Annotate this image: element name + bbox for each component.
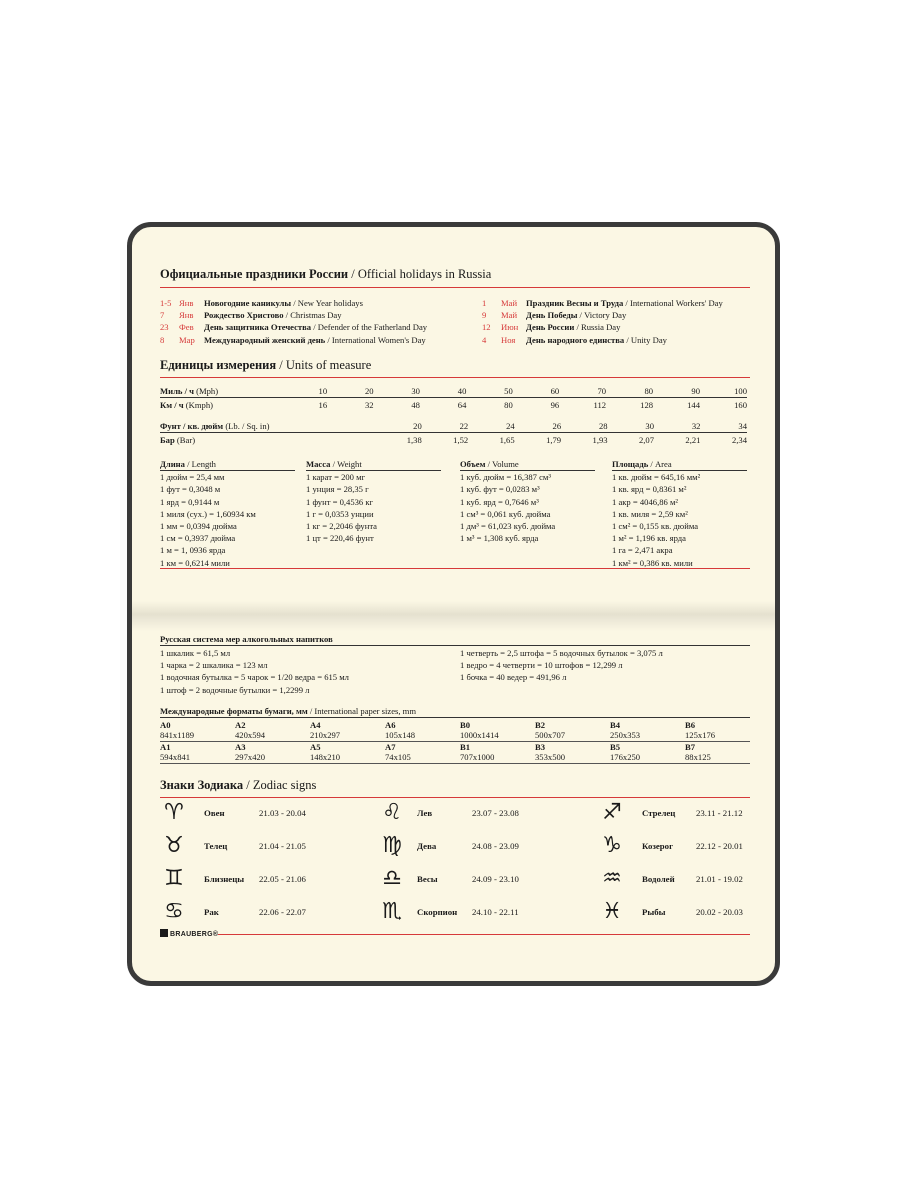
area-line: 1 м² = 1,196 кв. ярда bbox=[612, 533, 686, 544]
zodiac-dates: 24.08 - 23.09 bbox=[472, 841, 519, 851]
brand-mark-icon bbox=[160, 929, 168, 937]
units-value: 160 bbox=[734, 399, 747, 410]
holiday-row: 8 Мар Международный женский день / International Women's Day bbox=[160, 334, 426, 345]
volume-line: 1 куб. дюйм = 16,387 см³ bbox=[460, 472, 551, 483]
zodiac-title: Знаки Зодиака / Zodiac signs bbox=[160, 778, 317, 792]
paper-format-name: A5 bbox=[310, 742, 321, 752]
paper-format-name: B1 bbox=[460, 742, 471, 752]
paper-format-size: 125x176 bbox=[685, 730, 716, 740]
units-row-label bbox=[160, 419, 287, 433]
paper-format-size: 500x707 bbox=[535, 730, 566, 740]
holiday-month: Янв bbox=[179, 298, 194, 308]
alcohol-line: 1 бочка = 40 ведер = 491,96 л bbox=[460, 672, 567, 683]
paper-format-size: 250x353 bbox=[610, 730, 641, 740]
units-value: 96 bbox=[550, 399, 560, 410]
zodiac-dates: 21.01 - 19.02 bbox=[696, 874, 743, 884]
holiday-english: Russia Day bbox=[581, 322, 621, 333]
holiday-row: 1 Май Праздник Весны и Труда / International Workers' Day bbox=[482, 298, 723, 308]
paper-format-size: 74x105 bbox=[385, 752, 411, 762]
area-line: 1 км² = 0,386 кв. мили bbox=[612, 557, 693, 568]
pressure-table bbox=[160, 419, 747, 446]
zodiac-name: Скорпион bbox=[417, 907, 458, 917]
units-row bbox=[160, 398, 747, 412]
units-value: 34 bbox=[738, 420, 747, 431]
volume-heading-en: Volume bbox=[492, 459, 519, 469]
alcohol-line: 1 водочная бутылка = 5 чарок = 1/20 ведра = 615 мл bbox=[160, 672, 349, 683]
length-line: 1 ярд = 0,9144 м bbox=[160, 496, 220, 507]
area-line: 1 акр = 4046,86 м² bbox=[612, 496, 678, 507]
paper-format-name: A0 bbox=[160, 720, 171, 730]
units-title: Единицы измерения / Units of measure bbox=[160, 358, 372, 372]
aries-icon: ♈ bbox=[164, 800, 184, 825]
paper-format-size: 148x210 bbox=[310, 752, 341, 762]
units-value: 2,21 bbox=[685, 434, 701, 445]
units-value: 22 bbox=[459, 420, 469, 431]
paper-format-name: B0 bbox=[460, 720, 471, 730]
zodiac-name: Дева bbox=[417, 841, 437, 851]
paper-format-size: 353x500 bbox=[535, 752, 566, 762]
units-rule bbox=[160, 377, 750, 378]
paper-format-size: 88x125 bbox=[685, 752, 711, 762]
zodiac-dates: 22.05 - 21.06 bbox=[259, 874, 306, 884]
holiday-english: Unity Day bbox=[630, 334, 667, 345]
zodiac-rule bbox=[160, 797, 750, 798]
units-row bbox=[160, 419, 747, 433]
volume-line: 1 куб. фут = 0,0283 м³ bbox=[460, 484, 540, 495]
units-row-label bbox=[160, 398, 281, 412]
paper-row-rule bbox=[160, 763, 750, 764]
alcohol-line: 1 четверть = 2,5 штофа = 5 водочных бутылок = 3,075 л bbox=[460, 648, 663, 658]
length-line: 1 дюйм = 25,4 мм bbox=[160, 472, 225, 483]
units-value: 40 bbox=[457, 385, 467, 396]
paper-format-name: A3 bbox=[235, 742, 246, 752]
holidays-title: Официальные праздники России / Official holidays in Russia bbox=[160, 267, 492, 281]
zodiac-dates: 23.11 - 21.12 bbox=[696, 808, 743, 818]
units-value: 20 bbox=[364, 385, 374, 396]
units-value: 1,52 bbox=[453, 434, 469, 445]
holiday-month: Фев bbox=[179, 322, 194, 333]
zodiac-name: Овен bbox=[204, 808, 225, 818]
units-value: 80 bbox=[644, 385, 654, 396]
alcohol-left-list bbox=[160, 647, 349, 696]
units-value: 32 bbox=[364, 399, 374, 410]
units-value: 10 bbox=[318, 385, 328, 396]
area-line: 1 га = 2,471 акра bbox=[612, 545, 673, 556]
units-label-ru: Фунт / кв. дюйм bbox=[160, 420, 224, 431]
holiday-english: Defender of the Fatherland Day bbox=[317, 322, 428, 333]
units-value: 24 bbox=[506, 420, 515, 431]
libra-icon: ♎ bbox=[382, 866, 402, 891]
holiday-row: 9 Май День Победы / Victory Day bbox=[482, 310, 627, 321]
alcohol-line: 1 чарка = 2 шкалика = 123 мл bbox=[160, 660, 268, 671]
paper-format-name: B6 bbox=[685, 720, 696, 730]
holiday-row: 1-5 Янв Новогодние каникулы / New Year holidays bbox=[160, 298, 363, 308]
cancer-icon: ♋ bbox=[164, 899, 184, 924]
holiday-row: 4 Ноя День народного единства / Unity Day bbox=[482, 334, 667, 345]
units-value: 60 bbox=[550, 385, 560, 396]
zodiac-name: Весы bbox=[417, 874, 438, 884]
brand-logo: BRAUBERG® bbox=[160, 929, 218, 938]
paper-format-size: 105x148 bbox=[385, 730, 416, 740]
alcohol-right-list bbox=[460, 647, 663, 684]
area-line: 1 кв. дюйм = 645,16 мм² bbox=[612, 472, 701, 483]
holiday-row: 12 Июн День России / Russia Day bbox=[482, 322, 621, 333]
holiday-name: День Победы bbox=[526, 310, 578, 321]
zodiac-name: Рак bbox=[204, 907, 219, 917]
volume-column bbox=[460, 458, 595, 544]
alcohol-rule bbox=[160, 645, 750, 646]
paper-format-size: 841x1189 bbox=[160, 730, 195, 740]
units-value: 1,38 bbox=[406, 434, 422, 445]
units-bottom-rule bbox=[160, 568, 750, 569]
holiday-month: Янв bbox=[179, 310, 194, 321]
units-value: 32 bbox=[691, 420, 701, 431]
units-value bbox=[287, 433, 331, 447]
holiday-name: День России bbox=[526, 322, 575, 333]
area-heading-ru: Площадь bbox=[612, 459, 649, 469]
paper-format-name: B4 bbox=[610, 720, 621, 730]
holidays-left-list bbox=[160, 297, 427, 346]
holiday-name: День защитника Отечества bbox=[204, 322, 312, 333]
area-column bbox=[612, 458, 747, 569]
area-line: 1 кв. ярд = 0,8361 м² bbox=[612, 484, 687, 495]
capricorn-icon: ♑ bbox=[602, 833, 622, 858]
units-label-ru: Км / ч bbox=[160, 399, 184, 410]
units-value: 144 bbox=[687, 399, 700, 410]
zodiac-name: Водолей bbox=[642, 874, 675, 884]
paper-format-name: A1 bbox=[160, 742, 171, 752]
holiday-month: Май bbox=[501, 298, 518, 308]
units-value: 30 bbox=[645, 420, 655, 431]
weight-line: 1 унция = 28,35 г bbox=[306, 484, 369, 495]
gemini-icon: ♊ bbox=[164, 866, 184, 891]
paper-format-name: B5 bbox=[610, 742, 621, 752]
length-heading-ru: Длина bbox=[160, 459, 185, 469]
holiday-month: Ноя bbox=[501, 334, 516, 345]
length-line: 1 миля (сух.) = 1,60934 км bbox=[160, 508, 256, 519]
aquarius-icon: ♒ bbox=[602, 866, 622, 891]
holiday-day: 9 bbox=[482, 310, 487, 321]
length-line: 1 фут = 0,3048 м bbox=[160, 484, 221, 495]
length-line: 1 км = 0,6214 мили bbox=[160, 557, 230, 568]
paper-format-size: 594x841 bbox=[160, 752, 191, 762]
holiday-day: 8 bbox=[160, 334, 165, 345]
alcohol-title: Русская система мер алкогольных напитков bbox=[160, 634, 333, 644]
weight-line: 1 кг = 2,2046 фунта bbox=[306, 521, 377, 532]
holiday-row: 23 Фев День защитника Отечества / Defender of the Fatherland Day bbox=[160, 322, 428, 333]
area-heading-en: Area bbox=[654, 459, 672, 469]
holiday-day: 1 bbox=[482, 298, 487, 308]
volume-heading: Объем / Volume bbox=[460, 458, 595, 471]
units-label-ru: Бар bbox=[160, 434, 175, 445]
weight-heading-ru: Масса bbox=[306, 459, 331, 469]
paper-format-size: 297x420 bbox=[235, 752, 266, 762]
weight-line: 1 карат = 200 мг bbox=[306, 472, 366, 483]
paper-rule bbox=[160, 717, 750, 718]
units-row-label bbox=[160, 384, 281, 398]
units-value: 16 bbox=[318, 399, 328, 410]
units-value: 64 bbox=[457, 399, 467, 410]
taurus-icon: ♉ bbox=[164, 833, 184, 858]
holiday-english: Christmas Day bbox=[290, 310, 342, 321]
paper-format-name: B7 bbox=[685, 742, 696, 752]
virgo-icon: ♍ bbox=[382, 833, 402, 858]
zodiac-name: Телец bbox=[204, 841, 228, 851]
zodiac-dates: 21.04 - 21.05 bbox=[259, 841, 306, 851]
units-label-en: (Mph) bbox=[196, 385, 219, 396]
units-value: 1,93 bbox=[592, 434, 608, 445]
units-value: 90 bbox=[691, 385, 700, 396]
holiday-day: 7 bbox=[160, 310, 165, 321]
zodiac-name: Стрелец bbox=[642, 808, 676, 818]
leo-icon: ♌ bbox=[382, 800, 402, 825]
zodiac-name: Лев bbox=[417, 808, 433, 818]
units-value: 2,07 bbox=[638, 434, 655, 445]
volume-line: 1 куб. ярд = 0,7646 м³ bbox=[460, 496, 539, 507]
units-value: 70 bbox=[597, 385, 607, 396]
holiday-month: Мар bbox=[179, 334, 195, 345]
speed-table bbox=[160, 384, 747, 411]
holiday-name: Международный женский день bbox=[204, 334, 326, 345]
units-label-en: (Kmph) bbox=[185, 399, 213, 410]
weight-line: 1 г = 0,0353 унции bbox=[306, 508, 374, 519]
zodiac-dates: 21.03 - 20.04 bbox=[259, 808, 306, 818]
units-label-en: (Lb. / Sq. in) bbox=[225, 420, 270, 431]
weight-line: 1 фунт = 0,4536 кг bbox=[306, 496, 374, 507]
units-value: 100 bbox=[734, 385, 747, 396]
area-line: 1 кв. миля = 2,59 км² bbox=[612, 508, 688, 519]
units-value: 1,65 bbox=[499, 434, 515, 445]
length-heading: Длина / Length bbox=[160, 458, 295, 471]
weight-line: 1 цт = 220,46 фунт bbox=[306, 533, 374, 544]
holiday-name: Праздник Весны и Труда bbox=[526, 298, 624, 308]
units-value: 128 bbox=[640, 399, 654, 410]
paper-format-size: 176x250 bbox=[610, 752, 641, 762]
zodiac-name: Козерог bbox=[642, 841, 674, 851]
diary-page bbox=[127, 222, 780, 986]
zodiac-dates: 24.10 - 22.11 bbox=[472, 907, 519, 917]
alcohol-line: 1 ведро = 4 четверти = 10 штофов = 12,299 л bbox=[460, 660, 623, 671]
holiday-english: International Workers' Day bbox=[629, 298, 723, 308]
holiday-english: Victory Day bbox=[584, 310, 627, 321]
units-value: 112 bbox=[593, 399, 607, 410]
units-row bbox=[160, 433, 747, 447]
units-value: 30 bbox=[411, 385, 420, 396]
holiday-row: 7 Янв Рождество Христово / Christmas Day bbox=[160, 310, 342, 321]
holiday-name: Новогодние каникулы bbox=[204, 298, 292, 308]
paper-format-name: A7 bbox=[385, 742, 396, 752]
holiday-english: New Year holidays bbox=[297, 298, 363, 308]
page-fold bbox=[132, 601, 775, 631]
volume-heading-ru: Объем bbox=[460, 459, 486, 469]
holiday-day: 23 bbox=[160, 322, 169, 333]
sagittarius-icon: ♐ bbox=[602, 800, 622, 825]
holiday-english: International Women's Day bbox=[331, 334, 426, 345]
footer-rule bbox=[218, 934, 750, 935]
zodiac-dates: 22.06 - 22.07 bbox=[259, 907, 306, 917]
length-line: 1 м = 1, 0936 ярда bbox=[160, 545, 226, 556]
area-heading: Площадь / Area bbox=[612, 458, 747, 471]
length-line: 1 мм = 0,0394 дюйма bbox=[160, 521, 237, 532]
volume-line: 1 м³ = 1,308 куб. ярда bbox=[460, 533, 539, 544]
area-line: 1 см² = 0,155 кв. дюйма bbox=[612, 521, 699, 532]
zodiac-dates: 23.07 - 23.08 bbox=[472, 808, 519, 818]
paper-format-size: 707x1000 bbox=[460, 752, 495, 762]
holiday-name: Рождество Христово bbox=[204, 310, 284, 321]
paper-format-name: A4 bbox=[310, 720, 321, 730]
paper-format-size: 1000x1414 bbox=[460, 730, 499, 740]
zodiac-dates: 20.02 - 20.03 bbox=[696, 907, 743, 917]
length-heading-en: Length bbox=[191, 459, 216, 469]
zodiac-dates: 24.09 - 23.10 bbox=[472, 874, 519, 884]
weight-heading: Масса / Weight bbox=[306, 458, 441, 471]
alcohol-line: 1 штоф = 2 водочные бутылки = 1,2299 л bbox=[160, 684, 310, 695]
holiday-day: 12 bbox=[482, 322, 491, 333]
paper-format-name: A6 bbox=[385, 720, 396, 730]
paper-format-size: 420x594 bbox=[235, 730, 266, 740]
paper-format-name: B2 bbox=[535, 720, 546, 730]
holidays-right-list bbox=[482, 297, 723, 346]
volume-line: 1 см³ = 0,061 куб. дюйма bbox=[460, 508, 551, 519]
units-value bbox=[331, 433, 375, 447]
units-value: 50 bbox=[504, 385, 513, 396]
units-value: 20 bbox=[413, 420, 422, 431]
holiday-month: Май bbox=[501, 310, 518, 321]
units-value: 26 bbox=[552, 420, 562, 431]
holiday-day: 4 bbox=[482, 334, 487, 345]
units-value bbox=[287, 419, 331, 433]
units-row bbox=[160, 384, 747, 398]
units-value: 48 bbox=[411, 399, 420, 410]
paper-row-rule bbox=[160, 741, 750, 742]
weight-column bbox=[306, 458, 441, 544]
scorpio-icon: ♏ bbox=[382, 899, 402, 924]
zodiac-dates: 22.12 - 20.01 bbox=[696, 841, 743, 851]
units-value: 28 bbox=[598, 420, 608, 431]
units-value: 80 bbox=[504, 399, 513, 410]
zodiac-name: Рыбы bbox=[642, 907, 666, 917]
volume-line: 1 дм³ = 61,023 куб. дюйма bbox=[460, 521, 556, 532]
units-value: 2,34 bbox=[731, 434, 747, 445]
holiday-day: 1-5 bbox=[160, 298, 172, 308]
units-value bbox=[331, 419, 375, 433]
paper-title: Международные форматы бумаги, мм / International paper sizes, mm bbox=[160, 706, 417, 716]
weight-heading-en: Weight bbox=[337, 459, 362, 469]
units-label-en: (Bar) bbox=[176, 434, 196, 445]
paper-format-name: B3 bbox=[535, 742, 546, 752]
units-label-ru: Миль / ч bbox=[160, 385, 194, 396]
units-row-label bbox=[160, 433, 287, 447]
zodiac-name: Близнецы bbox=[204, 874, 245, 884]
paper-format-size: 210x297 bbox=[310, 730, 341, 740]
holidays-rule bbox=[160, 287, 750, 288]
length-line: 1 см = 0,3937 дюйма bbox=[160, 533, 236, 544]
paper-format-name: A2 bbox=[235, 720, 246, 730]
holiday-month: Июн bbox=[501, 322, 519, 333]
holiday-name: День народного единства bbox=[526, 334, 625, 345]
alcohol-line: 1 шкалик = 61,5 мл bbox=[160, 648, 231, 658]
units-value: 1,79 bbox=[546, 434, 562, 445]
pisces-icon: ♓ bbox=[602, 899, 622, 924]
length-column bbox=[160, 458, 295, 569]
